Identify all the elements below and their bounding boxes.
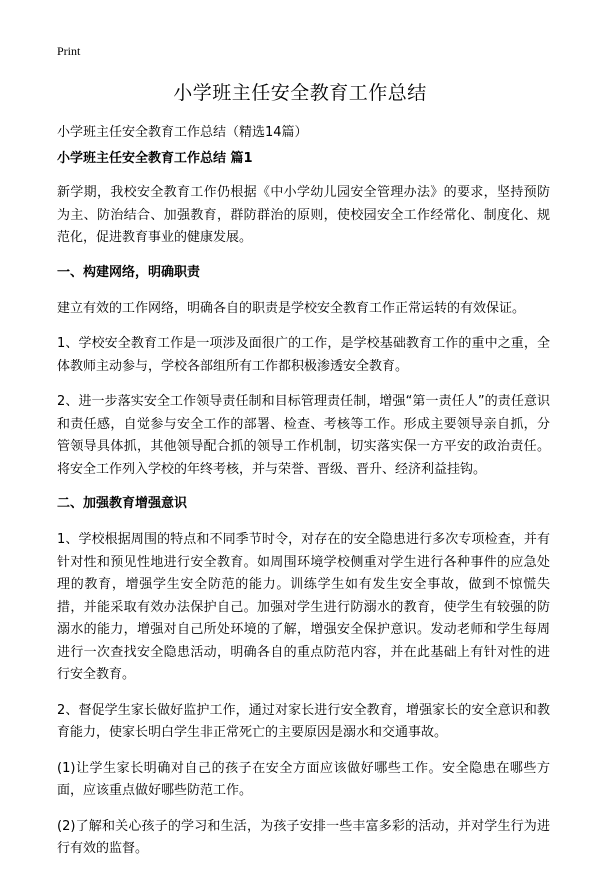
- paragraph: 1、学校安全教育工作是一项涉及面很广的工作，是学校基础教育工作的重中之重，全体教师主动参与，学校各部组所有工作都积极渗透安全教育。: [57, 336, 550, 374]
- paragraph: 2、督促学生家长做好监护工作，通过对家长进行安全教育，增强家长的安全意识和教育能力，使家长明白学生非正常死亡的主要原因是溺水和交通事故。: [57, 702, 550, 740]
- section-heading-2: 一、构建网络，明确职责: [57, 264, 201, 280]
- paragraph: 2、进一步落实安全工作领导责任制和目标管理责任制，增强“第一责任人”的责任意识和责任感，自觉参与安全工作的部署、检查、考核等工作。形成主要领导亲自抓，分管领导具体抓，其他领导配合抓的领导工作机制，切实落实保一方平安的政治责任。将安全工作列入学校的年终考核，并与荣誉、晋级、晋升、经济利益挂钩。: [57, 394, 550, 477]
- print-label[interactable]: Print: [57, 44, 81, 58]
- section-heading-1: 小学班主任安全教育工作总结 篇1: [57, 151, 253, 166]
- document-subtitle: 小学班主任安全教育工作总结（精选14篇）: [57, 125, 308, 140]
- paragraph: (2)了解和关心孩子的学习和生活，为孩子安排一些丰富多彩的活动，并对学生行为进行有效的监督。: [57, 818, 550, 856]
- page-title: 小学班主任安全教育工作总结: [173, 82, 427, 104]
- paragraph: 1、学校根据周围的特点和不同季节时令，对存在的安全隐患进行多次专项检查，并有针对性和预见性地进行安全教育。如周围环境学校侧重对学生进行各种事件的应急处理的教育，增强学生安全防范的能力。训练学生如有发生安全事故，做到不惊慌失措，并能采取有效办法保护自己。加强对学生进行防溺水的教育，使学生有较强的防溺水的能力，增强对自己所处环境的了解，增强安全保护意识。发动老师和学生每周进行一次查找安全隐患活动，明确各自的重点防范内容，并在此基础上有针对性的进行安全教育。: [57, 532, 550, 682]
- section-heading-3: 二、加强教育增强意识: [57, 496, 188, 511]
- paragraph: 建立有效的工作网络，明确各自的职责是学校安全教育工作正常运转的有效保证。: [57, 300, 526, 316]
- document-body: [57, 149, 550, 874]
- paragraph: (1)让学生家长明确对自己的孩子在安全方面应该做好哪些工作。安全隐患在哪些方面，应该重点做好哪些防范工作。: [57, 760, 550, 798]
- paragraph-intro: 新学期，我校安全教育工作仍根据《中小学幼儿园安全管理办法》的要求，坚持预防为主、防治结合、加强教育，群防群治的原则，使校园安全工作经常化、制度化、规范化，促进教育事业的健康发展。: [57, 185, 550, 245]
